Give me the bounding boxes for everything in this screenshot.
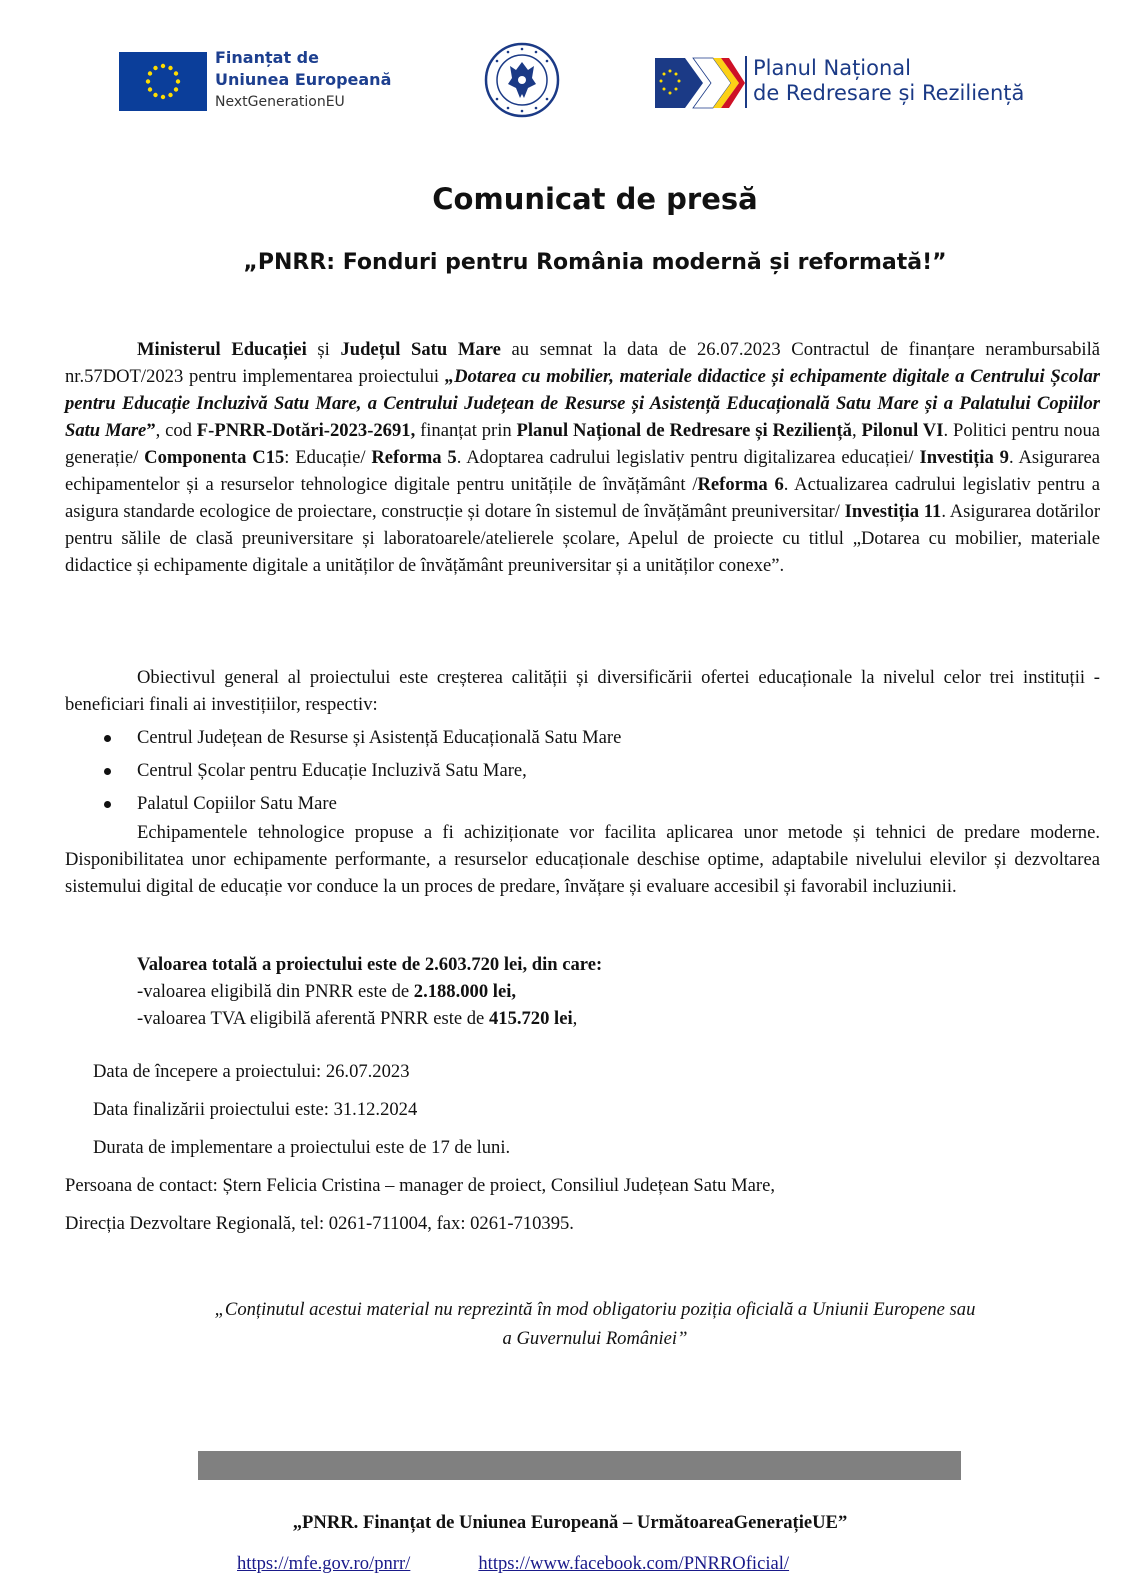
disclaimer-line-2: a Guvernului României”: [502, 1328, 688, 1349]
county-name: Județul Satu Mare: [340, 339, 501, 360]
eu-funding-label: [215, 47, 391, 113]
total-value: Valoarea totală a proiectului este de 2.603.720 lei, din care:: [137, 954, 603, 975]
text-run: Investiția 11: [844, 501, 942, 522]
text-run: , cod: [155, 420, 197, 441]
contact-line-1: Persoana de contact: Ștern Felicia Cristina – manager de proiect, Consiliul Județean Satu Mare,: [65, 1175, 775, 1196]
text-run: și: [306, 339, 341, 360]
eligible-value-label: -valoarea eligibilă din PNRR este de: [137, 981, 414, 1002]
disclaimer: [90, 1295, 1100, 1353]
text-run: . Asigurarea echipamentelor și a resurselor tehnologice digitale pentru unitățile de învățământ /: [65, 447, 1101, 495]
text-run: ,: [851, 420, 862, 441]
footer-links: [237, 1553, 789, 1575]
eu-flag-logo: [119, 52, 207, 111]
text-run: Componenta C15: [144, 447, 285, 468]
text-run: finanțat prin: [415, 420, 517, 441]
text-run: Investiția 9: [919, 447, 1009, 468]
text-run: . Politici pentru noua generație/: [65, 420, 1101, 468]
pnrr-line-2: de Redresare și Reziliență: [753, 81, 1025, 105]
text-run: . Actualizarea cadrului legislativ pentru a asigura standarde ecologice de proiectare, construcție și dotare în sistemul de învățământ preuniversitar/: [65, 474, 1101, 522]
vat-value-label: -valoarea TVA eligibilă aferentă PNRR este de: [137, 1008, 489, 1029]
end-date: Data finalizării proiectului este: 31.12.2024: [93, 1099, 418, 1120]
facebook-pnrr-link[interactable]: https://www.facebook.com/PNRROficial/: [478, 1553, 790, 1574]
text-run: : Educație/: [284, 447, 372, 468]
list-item: Centrul Județean de Resurse și Asistență Educațională Satu Mare: [65, 724, 621, 757]
text-run: ,: [572, 1008, 578, 1029]
logo-header: [0, 0, 1140, 150]
vat-value-amount: 415.720 lei: [488, 1008, 573, 1029]
duration: Durata de implementare a proiectului este de 17 de luni.: [93, 1137, 511, 1158]
project-code: F-PNRR-Dotări-2023-2691,: [196, 420, 416, 441]
list-item: Centrul Școlar pentru Educație Incluzivă Satu Mare,: [65, 757, 621, 790]
text-run: . Adoptarea cadrului legislativ pentru digitalizarea educației/: [456, 447, 920, 468]
text-run: . Asigurarea dotărilor pentru sălile de clasă preuniversitare și laboratoarele/atelierele școlare, Apelul de proiecte cu titlul „Dotarea cu mobilier, materiale didactice și echipamente digitale a unităților de învățământ preuniversitar și a unităților conexe”.: [65, 501, 1101, 576]
text-run: Planul Național de Redresare și Reziliență: [516, 420, 852, 441]
project-title: „Dotarea cu mobilier, materiale didactice și echipamente digitale a Centrului Școlar pentru Educație Incluzivă Satu Mare, a Centrului Județean de Resurse și Asistență Educațională Satu Mare și a Palatului Copiilor Satu Mare: [65, 366, 1101, 441]
eu-line-1: Finanțat de: [215, 48, 319, 67]
ministry-name: Ministerul Educației: [137, 339, 307, 360]
contact-info: [65, 1172, 775, 1248]
contact-line-2: Direcția Dezvoltare Regională, tel: 0261-711004, fax: 0261-710395.: [65, 1213, 574, 1234]
pnrr-line-1: Planul Național: [753, 56, 912, 80]
start-date: Data de începere a proiectului: 26.07.2023: [93, 1061, 410, 1082]
project-value-block: [137, 951, 602, 1032]
mfe-pnrr-link[interactable]: https://mfe.gov.ro/pnrr/: [237, 1553, 411, 1574]
pnrr-label: [753, 56, 1024, 106]
page-subtitle: „PNRR: Fonduri pentru România modernă și reformată!”: [243, 250, 947, 275]
government-seal-icon: [484, 42, 560, 118]
eu-line-3: NextGenerationEU: [215, 94, 345, 110]
text-run: Reforma 5: [371, 447, 457, 468]
text-run: Pilonul VI: [861, 420, 944, 441]
equipment-paragraph: Echipamentele tehnologice propuse a fi achiziționate vor facilita aplicarea unor metode și tehnici de predare moderne. Disponibilitatea unor echipamente performante, a resurselor educaționale deschise optime, adaptabile nivelului elevilor și dezvoltarea sistemului digital de educație vor conduce la un proces de predare, învățare și evaluare accesibil și favorabil incluziunii.: [65, 822, 1100, 897]
pnrr-logo-icon: [655, 56, 745, 110]
text-run: au semnat la data de 26.07.2023 Contractul de finanțare nerambursabilă nr.57DOT/2023 pentru implementarea proiectului: [65, 339, 1100, 387]
objective-paragraph: Obiectivul general al proiectului este creșterea calității și diversificării ofertei educaționale la nivelul celor trei instituții - beneficiari finali ai investițiilor, respectiv:: [65, 667, 1100, 715]
list-item: Palatul Copiilor Satu Mare: [65, 790, 621, 823]
text-run: ”: [146, 420, 156, 441]
pnrr-divider: [745, 56, 747, 108]
page-title: Comunicat de presă: [432, 182, 758, 216]
project-dates: [93, 1058, 510, 1172]
eu-line-2: Uniunea Europeană: [215, 70, 392, 89]
eu-stars-icon: [119, 52, 207, 111]
text-run: Reforma 6: [697, 474, 784, 495]
eligible-value-amount: 2.188.000 lei,: [413, 981, 517, 1002]
disclaimer-line-1: „Conținutul acestui material nu reprezintă în mod obligatoriu poziția oficială a Uniunii Europene sau: [214, 1299, 976, 1320]
footer-slogan: „PNRR. Finanțat de Uniunea Europeană – UrmătoareaGenerațieUE”: [292, 1512, 848, 1533]
footer-divider: [198, 1451, 961, 1480]
beneficiaries-list: [65, 724, 621, 823]
intro-paragraph: [65, 336, 1100, 579]
